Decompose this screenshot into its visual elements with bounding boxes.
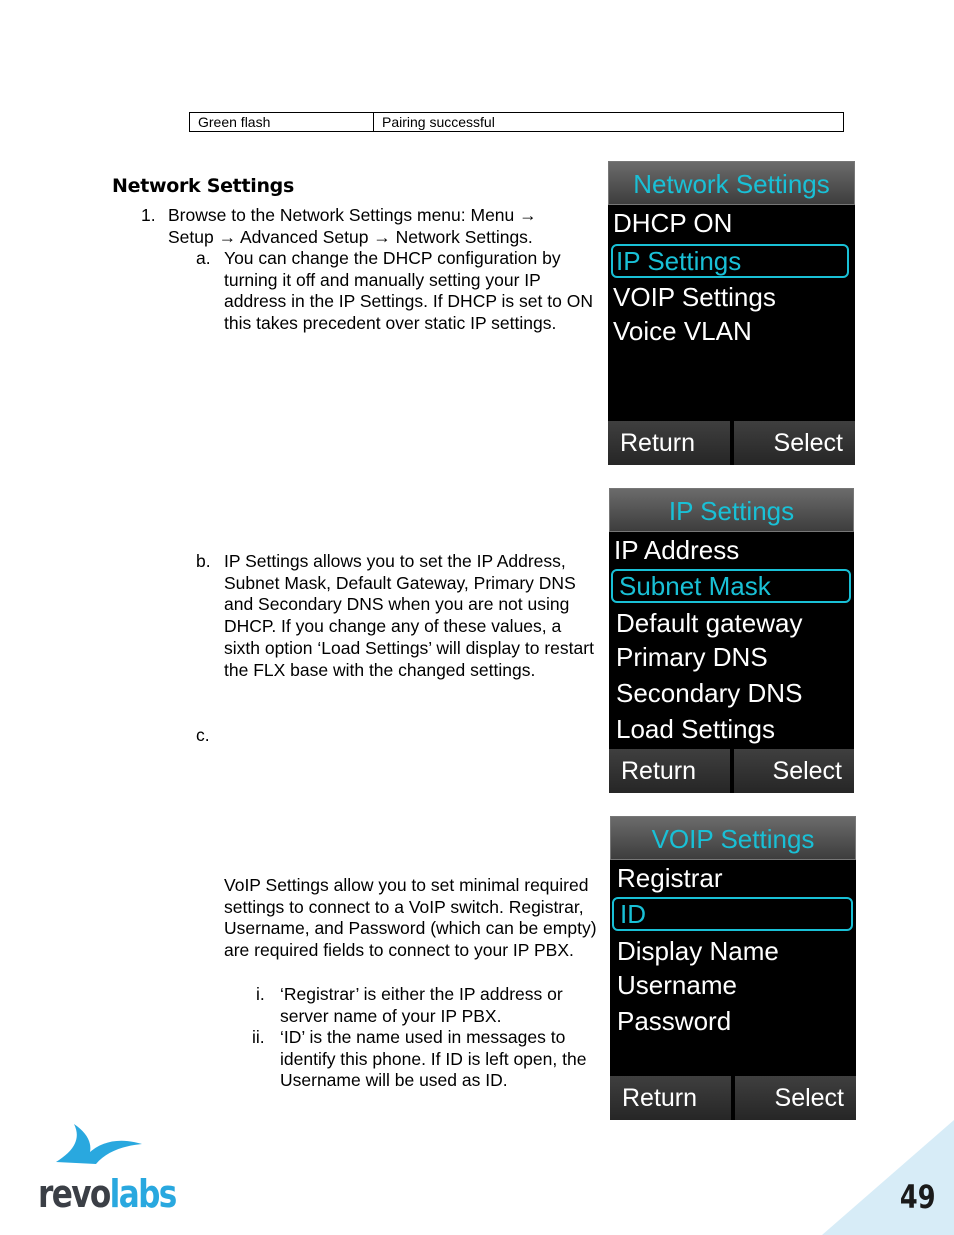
select-softkey[interactable]: Select [734, 421, 856, 465]
select-softkey[interactable]: Select [735, 1076, 856, 1120]
step-b-text: IP Settings allows you to set the IP Address, Subnet Mask, Default Gateway, Primary DNS and Secondary DNS when you are not using DHCP. If you change any of these values, a sixth option ‘Load Settings’ will display to restart the FLX base with the changed settings. [224, 551, 594, 680]
step-c-text: VoIP Settings allow you to set minimal required settings to connect to a VoIP switch. Registrar, Username, and Password (which can be empty) are required fields to connect to your IP PBX. [224, 875, 597, 961]
revolabs-fin-icon [52, 1122, 144, 1168]
step-a-text: You can change the DHCP configuration by turning it off and manually setting your IP address in the IP Settings. If DHCP is set to ON this takes precedent over static IP settings. [224, 248, 593, 334]
status-indicator-cell: Green flash [190, 113, 374, 131]
ip-settings-screen [609, 488, 854, 793]
softkey-bar [609, 749, 854, 793]
logo-revo: revo [38, 1172, 110, 1216]
menu-item-display-name[interactable]: Display Name [617, 936, 779, 966]
step-ii-marker: ii. [252, 1027, 265, 1047]
menu-item-subnet-mask-selected[interactable]: Subnet Mask [611, 569, 851, 603]
menu-item-voice-vlan[interactable]: Voice VLAN [613, 316, 752, 346]
menu-item-username[interactable]: Username [617, 970, 737, 1000]
logo-labs: labs [109, 1172, 176, 1216]
step-b-marker: b. [196, 551, 211, 571]
menu-item-password[interactable]: Password [617, 1006, 732, 1036]
menu-item-id-selected[interactable]: ID [612, 897, 853, 931]
step-c-marker: c. [196, 725, 210, 745]
screen-title: IP Settings [609, 488, 854, 532]
return-softkey[interactable]: Return [609, 749, 730, 793]
section-heading: Network Settings [112, 175, 294, 197]
status-table [189, 112, 844, 132]
status-meaning-cell: Pairing successful [382, 114, 495, 130]
step-ii-text: ‘ID’ is the name used in messages to identify this phone. If ID is left open, the Username will be used as ID. [280, 1027, 587, 1091]
softkey-bar [610, 1076, 856, 1120]
select-softkey[interactable]: Select [734, 749, 855, 793]
menu-item-primary-dns[interactable]: Primary DNS [616, 642, 768, 672]
menu-item-default-gateway[interactable]: Default gateway [616, 608, 803, 638]
menu-item-ip-address[interactable]: IP Address [614, 535, 740, 565]
menu-item-registrar[interactable]: Registrar [617, 863, 723, 893]
menu-item-dhcp[interactable]: DHCP ON [613, 208, 733, 238]
menu-item-voip-settings[interactable]: VOIP Settings [613, 282, 776, 312]
revolabs-logo-wordmark [38, 1172, 176, 1216]
screen-title: Network Settings [608, 161, 855, 205]
return-softkey[interactable]: Return [608, 421, 730, 465]
menu-item-secondary-dns[interactable]: Secondary DNS [616, 678, 803, 708]
voip-settings-screen [610, 816, 856, 1120]
return-softkey[interactable]: Return [610, 1076, 731, 1120]
step-1-marker: 1. [141, 205, 156, 225]
step-a-marker: a. [196, 248, 211, 268]
page-number: 49 [900, 1178, 936, 1216]
step-i-text: ‘Registrar’ is either the IP address or server name of your IP PBX. [280, 984, 563, 1026]
menu-item-load-settings[interactable]: Load Settings [616, 714, 776, 744]
step-i-marker: i. [256, 984, 265, 1004]
softkey-bar [608, 421, 855, 465]
menu-item-ip-settings-selected[interactable]: IP Settings [611, 244, 849, 278]
network-settings-screen [608, 161, 855, 465]
step-1-text: Browse to the Network Settings menu: Menu → Setup → Advanced Setup → Network Settings. [168, 205, 537, 247]
screen-title: VOIP Settings [610, 816, 856, 860]
